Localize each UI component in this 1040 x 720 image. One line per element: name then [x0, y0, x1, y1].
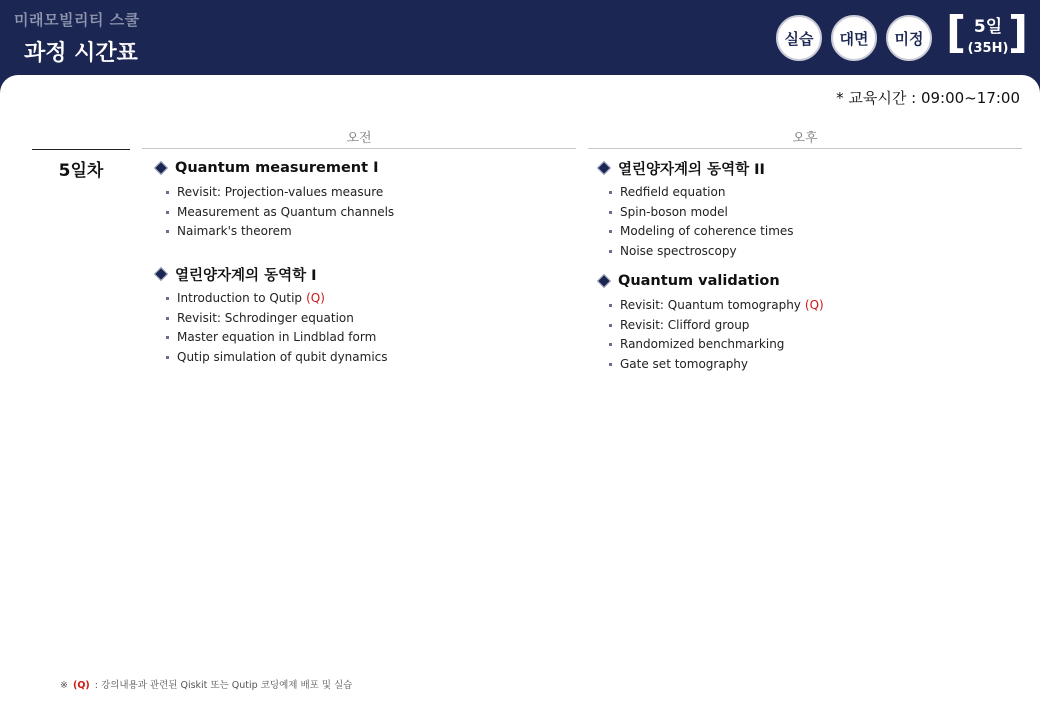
right-bracket-icon: ]: [1008, 7, 1029, 58]
item-text: Modeling of coherence times: [620, 224, 794, 238]
list-item: [166, 222, 394, 242]
square-bullet-icon: [166, 297, 169, 300]
list-item: [166, 289, 388, 309]
square-bullet-icon: [609, 191, 612, 194]
diamond-bullet-icon: [154, 267, 168, 281]
qiskit-tag: (Q): [804, 298, 824, 312]
day-divider: [32, 149, 130, 150]
day-label: 5일차: [58, 161, 104, 181]
list-item: [609, 203, 794, 223]
list-item: [609, 242, 794, 262]
section-title-text: Quantum validation: [618, 273, 780, 289]
list-item: [609, 222, 794, 242]
in-person-badge: 대면: [831, 15, 877, 61]
section-title: [152, 157, 394, 179]
course-hours: (35H): [967, 41, 1009, 56]
diamond-bullet-icon: [597, 161, 611, 175]
item-text: Redfield equation: [620, 185, 726, 199]
square-bullet-icon: [166, 211, 169, 214]
school-name: 미래모빌리티 스쿨: [14, 11, 140, 29]
item-text: Randomized benchmarking: [620, 337, 785, 351]
topic-list: [152, 183, 394, 242]
page-title: 과정 시간표: [24, 41, 138, 66]
item-text: Revisit: Quantum tomography: [620, 298, 801, 312]
item-text: Naimark's theorem: [177, 224, 292, 238]
item-text: Spin-boson model: [620, 204, 728, 219]
qiskit-tag: (Q): [306, 291, 325, 305]
diamond-bullet-icon: [597, 274, 611, 288]
topic-list: [595, 183, 794, 261]
section-title-text: Quantum measurement I: [175, 160, 379, 176]
topic-list: [595, 296, 824, 374]
list-item: [166, 203, 394, 223]
left-bracket-icon: [: [946, 7, 967, 58]
section-title: [595, 270, 824, 292]
square-bullet-icon: [609, 363, 612, 366]
item-text: Introduction to Qutip: [177, 291, 303, 305]
practice-badge: 실습: [776, 15, 822, 61]
undecided-badge: 미정: [886, 15, 932, 61]
list-item: [609, 183, 794, 203]
topic-list: [152, 289, 388, 367]
square-bullet-icon: [166, 356, 169, 359]
square-bullet-icon: [609, 230, 612, 233]
square-bullet-icon: [166, 336, 169, 339]
square-bullet-icon: [609, 211, 612, 214]
list-item: [166, 328, 388, 348]
square-bullet-icon: [609, 343, 612, 346]
diamond-bullet-icon: [154, 161, 168, 175]
footnote-text: : 강의내용과 관련된 Qiskit 또는 Qutip 코딩예제 배포 및 실습: [94, 680, 353, 691]
item-text: Master equation in Lindblad form: [177, 330, 377, 344]
item-text: Revisit: Projection-values measure: [177, 185, 384, 199]
square-bullet-icon: [609, 304, 612, 307]
item-text: Revisit: Clifford group: [620, 317, 750, 332]
item-text: Gate set tomography: [620, 356, 749, 371]
course-days: 5일: [973, 17, 1003, 37]
morning-column-header: 오전: [142, 127, 576, 149]
footnote-tag: (Q): [73, 680, 90, 691]
section-title-text: 열린양자계의 동역학 II: [618, 161, 765, 178]
square-bullet-icon: [166, 317, 169, 320]
list-item: [166, 183, 394, 203]
list-item: [609, 335, 824, 355]
square-bullet-icon: [166, 191, 169, 194]
section-quantum-measurement: [152, 157, 394, 242]
section-title-text: 열린양자계의 동역학 I: [175, 267, 317, 284]
item-text: Noise spectroscopy: [620, 243, 737, 258]
item-text: Revisit: Schrodinger equation: [177, 310, 354, 325]
list-item: [166, 348, 388, 368]
item-text: Measurement as Quantum channels: [177, 204, 395, 219]
list-item: [166, 309, 388, 329]
section-open-quantum-dynamics-2: [595, 157, 794, 261]
education-time: * 교육시간 : 09:00~17:00: [836, 89, 1020, 107]
footnote: [60, 677, 352, 691]
list-item: [609, 355, 824, 375]
section-title: [152, 263, 388, 285]
header-bar: [0, 0, 1040, 82]
afternoon-column-header: 오후: [588, 127, 1022, 149]
section-title: [595, 157, 794, 179]
reference-mark-icon: ※: [60, 680, 68, 691]
square-bullet-icon: [609, 250, 612, 253]
item-text: Qutip simulation of qubit dynamics: [177, 349, 388, 364]
square-bullet-icon: [609, 324, 612, 327]
list-item: [609, 316, 824, 336]
square-bullet-icon: [166, 230, 169, 233]
section-quantum-validation: [595, 270, 824, 374]
section-open-quantum-dynamics-1: [152, 263, 388, 367]
schedule-panel: [0, 75, 1040, 720]
list-item: [609, 296, 824, 316]
